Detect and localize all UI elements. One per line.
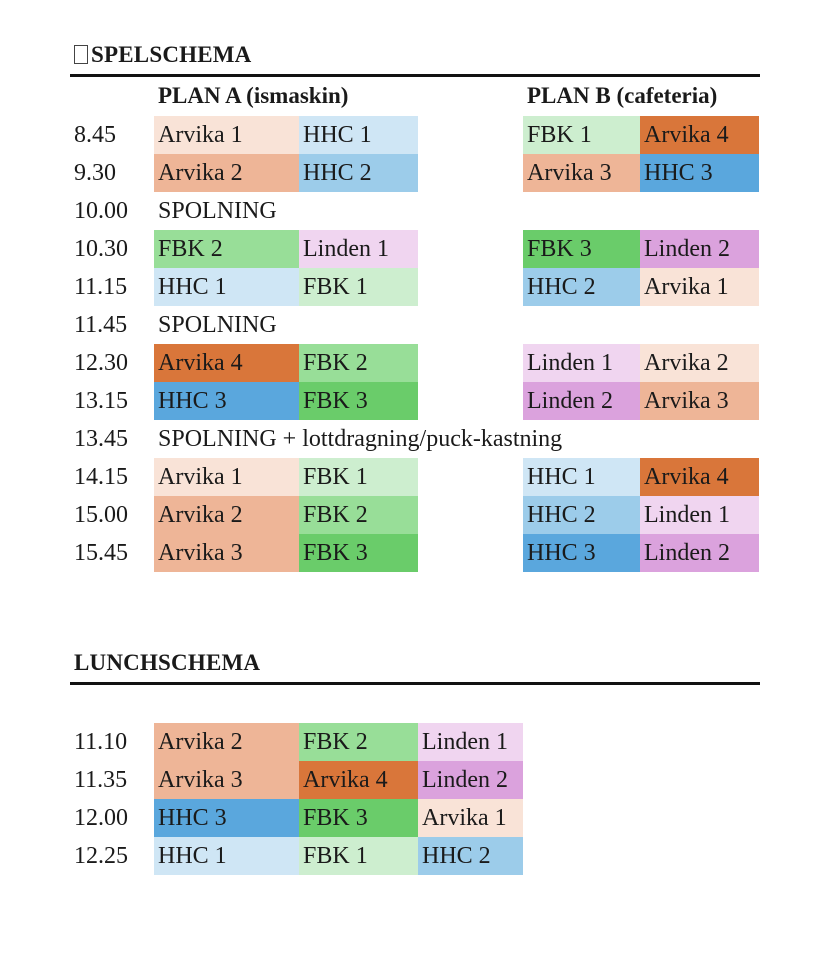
break-note: SPOLNING — [158, 312, 277, 338]
plan-a-team-1: Arvika 1 — [154, 116, 299, 154]
time-label: 11.15 — [74, 274, 128, 300]
plan-a-team-1: FBK 2 — [154, 230, 299, 268]
schedule-row — [0, 458, 816, 496]
plan-b-team-1: HHC 1 — [523, 458, 640, 496]
plan-b-team-1: Linden 2 — [523, 382, 640, 420]
plan-a-team-2: FBK 2 — [299, 496, 418, 534]
plan-b-team-2: Arvika 4 — [640, 458, 759, 496]
time-label: 11.45 — [74, 312, 128, 338]
missing-glyph-icon — [74, 45, 88, 64]
plan-b-team-1: FBK 1 — [523, 116, 640, 154]
plan-a-team-2: HHC 2 — [299, 154, 418, 192]
plan-b-team-2: Arvika 4 — [640, 116, 759, 154]
time-label: 13.45 — [74, 426, 128, 452]
plan-a-team-2: FBK 3 — [299, 382, 418, 420]
plan-b-team-1: Arvika 3 — [523, 154, 640, 192]
plan-b-team-2: Linden 1 — [640, 496, 759, 534]
schedule-row — [0, 306, 816, 344]
break-note: SPOLNING + lottdragning/puck-kastning — [158, 426, 563, 452]
lunchschema-divider — [70, 682, 760, 685]
lunch-team-2: FBK 2 — [299, 723, 418, 761]
plan-a-team-1: Arvika 4 — [154, 344, 299, 382]
time-label: 10.00 — [74, 198, 128, 224]
plan-b-team-2: Linden 2 — [640, 230, 759, 268]
time-label: 9.30 — [74, 160, 116, 186]
lunch-team-3: Linden 2 — [418, 761, 523, 799]
schedule-row — [0, 344, 816, 382]
time-label: 12.25 — [74, 843, 128, 869]
schedule-row — [0, 534, 816, 572]
schedule-row — [0, 154, 816, 192]
schedule-row — [0, 268, 816, 306]
time-label: 14.15 — [74, 464, 128, 490]
time-label: 15.45 — [74, 540, 128, 566]
plan-b-team-2: HHC 3 — [640, 154, 759, 192]
time-label: 12.00 — [74, 805, 128, 831]
plan-a-team-1: HHC 3 — [154, 382, 299, 420]
plan-b-team-1: HHC 3 — [523, 534, 640, 572]
schedule-row — [0, 496, 816, 534]
lunch-team-1: HHC 1 — [154, 837, 299, 875]
plan-a-team-1: Arvika 2 — [154, 154, 299, 192]
plan-a-team-1: HHC 1 — [154, 268, 299, 306]
plan-b-team-1: HHC 2 — [523, 496, 640, 534]
plan-b-team-1: FBK 3 — [523, 230, 640, 268]
lunch-team-1: Arvika 2 — [154, 723, 299, 761]
time-label: 13.15 — [74, 388, 128, 414]
plan-b-team-2: Linden 2 — [640, 534, 759, 572]
plan-a-heading: PLAN A (ismaskin) — [158, 83, 349, 108]
time-label: 11.10 — [74, 729, 128, 755]
plan-b-team-1: Linden 1 — [523, 344, 640, 382]
lunch-team-3: Linden 1 — [418, 723, 523, 761]
lunch-team-3: Arvika 1 — [418, 799, 523, 837]
schedule-row — [0, 420, 816, 458]
lunch-team-2: FBK 1 — [299, 837, 418, 875]
break-note: SPOLNING — [158, 198, 277, 224]
lunchschema-title: LUNCHSCHEMA — [74, 650, 261, 675]
lunch-row — [0, 837, 816, 875]
schedule-row — [0, 192, 816, 230]
lunch-team-1: HHC 3 — [154, 799, 299, 837]
time-label: 8.45 — [74, 122, 116, 148]
time-label: 12.30 — [74, 350, 128, 376]
plan-b-team-2: Arvika 2 — [640, 344, 759, 382]
plan-a-team-2: HHC 1 — [299, 116, 418, 154]
spelschema-title — [74, 42, 251, 68]
plan-a-team-1: Arvika 3 — [154, 534, 299, 572]
plan-a-team-2: FBK 3 — [299, 534, 418, 572]
lunch-row — [0, 723, 816, 761]
plan-a-team-2: FBK 1 — [299, 458, 418, 496]
lunch-team-3: HHC 2 — [418, 837, 523, 875]
plan-b-team-2: Arvika 3 — [640, 382, 759, 420]
lunch-team-1: Arvika 3 — [154, 761, 299, 799]
schedule-row — [0, 382, 816, 420]
time-label: 15.00 — [74, 502, 128, 528]
lunch-team-2: Arvika 4 — [299, 761, 418, 799]
schedule-row — [0, 230, 816, 268]
time-label: 11.35 — [74, 767, 128, 793]
plan-a-team-1: Arvika 2 — [154, 496, 299, 534]
plan-a-team-2: Linden 1 — [299, 230, 418, 268]
plan-a-team-1: Arvika 1 — [154, 458, 299, 496]
lunch-row — [0, 799, 816, 837]
plan-a-team-2: FBK 2 — [299, 344, 418, 382]
plan-b-team-2: Arvika 1 — [640, 268, 759, 306]
schedule-row — [0, 116, 816, 154]
lunch-row — [0, 761, 816, 799]
time-label: 10.30 — [74, 236, 128, 262]
spelschema-title-text: SPELSCHEMA — [91, 42, 252, 67]
spelschema-divider — [70, 74, 760, 77]
plan-a-team-2: FBK 1 — [299, 268, 418, 306]
plan-b-heading: PLAN B (cafeteria) — [527, 83, 718, 108]
plan-b-team-1: HHC 2 — [523, 268, 640, 306]
lunch-team-2: FBK 3 — [299, 799, 418, 837]
